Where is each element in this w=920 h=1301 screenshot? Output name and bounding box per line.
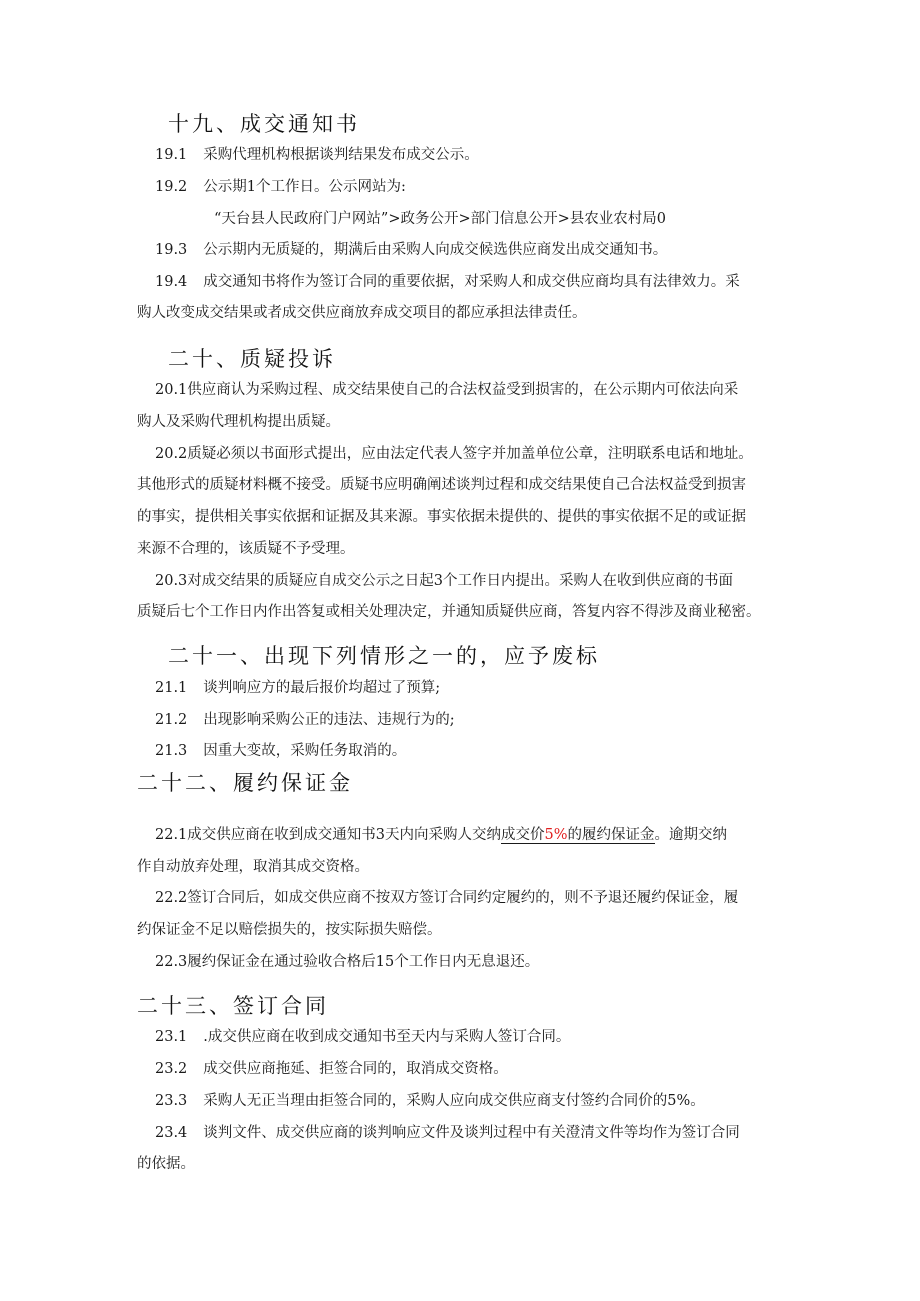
section-23-title: 二十三、签订合同	[137, 994, 329, 1018]
clause-text: 采购人无正当理由拒签合同的，采购人应向成交供应商支付签约合同价的5%。	[203, 1093, 705, 1109]
clause-22-2-line2: 约保证金不足以赔偿损失的，按实际损失赔偿。	[137, 922, 442, 938]
clause-21-2	[155, 704, 805, 736]
clause-text: 采购代理机构根据谈判结果发布成交公示。	[203, 147, 479, 163]
clause-20-2: 20.2质疑必须以书面形式提出，应由法定代表人签字并加盖单位公章，注明联系电话和地址。	[155, 446, 753, 462]
clause-23-3	[155, 1085, 805, 1117]
clause-23-1	[155, 1021, 805, 1053]
clause-text-tail: 。逾期交纳	[654, 827, 728, 843]
clause-20-1: 20.1供应商认为采购过程、成交结果使自己的合法权益受到损害的，在公示期内可依法向采	[155, 382, 739, 398]
clause-number: 23.1	[155, 1029, 188, 1045]
clause-number: 23.3	[155, 1093, 188, 1109]
deposit-percent: 5%	[544, 827, 568, 843]
section-21-title: 二十一、出现下列情形之一的，应予废标	[168, 644, 600, 668]
clause-22-2: 22.2签订合同后，如成交供应商不按双方签订合同约定履约的，则不予退还履约保证金，履	[155, 890, 739, 906]
clause-number: 21.2	[155, 712, 188, 728]
clause-text: 谈判文件、成交供应商的谈判响应文件及谈判过程中有关澄清文件等均作为签订合同	[203, 1125, 740, 1141]
clause-text: 谈判响应方的最后报价均超过了预算;	[203, 680, 441, 696]
clause-20-1-line2: 购人及采购代理机构提出质疑。	[137, 414, 340, 430]
clause-23-4-line2: 的依据。	[137, 1156, 195, 1172]
clause-number: 19.3	[155, 242, 188, 258]
clause-20-2-line4: 来源不合理的，该质疑不予受理。	[137, 541, 355, 557]
clause-22-1	[155, 819, 805, 851]
section-22-title: 二十二、履约保证金	[137, 771, 353, 795]
clause-number: 23.4	[155, 1125, 188, 1141]
clause-20-3: 20.3对成交结果的质疑应自成交公示之日起3个工作日内提出。采购人在收到供应商的书面	[155, 573, 734, 589]
clause-number: 19.1	[155, 147, 188, 163]
clause-number: 19.2	[155, 179, 188, 195]
clause-19-1	[155, 139, 805, 171]
clause-text: 成交通知书将作为签订合同的重要依据，对采购人和成交供应商均具有法律效力。采	[203, 274, 740, 290]
clause-text: 22.1成交供应商在收到成交通知书3天内向采购人交纳	[155, 827, 502, 843]
clause-number: 21.1	[155, 680, 188, 696]
clause-23-2	[155, 1053, 805, 1085]
performance-bond-text: 的履约保证金	[567, 827, 655, 843]
clause-20-3-line2: 质疑后七个工作日内作出答复或相关处理决定，并通知质疑供应商，答复内容不得涉及商业秘密。	[137, 604, 761, 620]
clause-23-4	[155, 1117, 805, 1149]
clause-22-3: 22.3履约保证金在通过验收合格后15个工作日内无息退还。	[155, 954, 540, 970]
clause-text: 公示期内无质疑的，期满后由采购人向成交候选供应商发出成交通知书。	[203, 242, 668, 258]
clause-text: 出现影响采购公正的违法、违规行为的;	[203, 712, 455, 728]
section-20-title: 二十、质疑投诉	[168, 347, 336, 371]
clause-text: 成交供应商拖延、拒签合同的，取消成交资格。	[203, 1061, 508, 1077]
clause-number: 19.4	[155, 274, 188, 290]
clause-text: .成交供应商在收到成交通知书至天内与采购人签订合同。	[203, 1029, 571, 1045]
clause-19-2-website-path: “天台县人民政府门户网站”>政务公开>部门信息公开>县农业农村局0	[214, 211, 666, 227]
contract-price-text: 成交价	[501, 827, 545, 843]
clause-20-2-line2: 其他形式的质疑材料概不接受。质疑书应明确阐述谈判过程和成交结果使自己合法权益受到损害	[137, 477, 746, 493]
clause-number: 21.3	[155, 743, 188, 759]
clause-21-3	[155, 735, 805, 767]
section-19-title: 十九、成交通知书	[168, 112, 360, 136]
clause-19-4-line2: 购人改变成交结果或者成交供应商放弃成交项目的都应承担法律责任。	[137, 305, 587, 321]
clause-19-2	[155, 171, 805, 203]
clause-20-2-line3: 的事实，提供相关事实依据和证据及其来源。事实依据未提供的、提供的事实依据不足的或证据	[137, 509, 746, 525]
clause-text: 公示期1个工作日。公示网站为:	[203, 179, 406, 195]
clause-19-4	[155, 266, 805, 298]
clause-19-3	[155, 234, 805, 266]
clause-21-1	[155, 672, 805, 704]
clause-22-1-line2: 作自动放弃处理，取消其成交资格。	[137, 859, 369, 875]
clause-text: 因重大变故，采购任务取消的。	[203, 743, 407, 759]
clause-number: 23.2	[155, 1061, 188, 1077]
